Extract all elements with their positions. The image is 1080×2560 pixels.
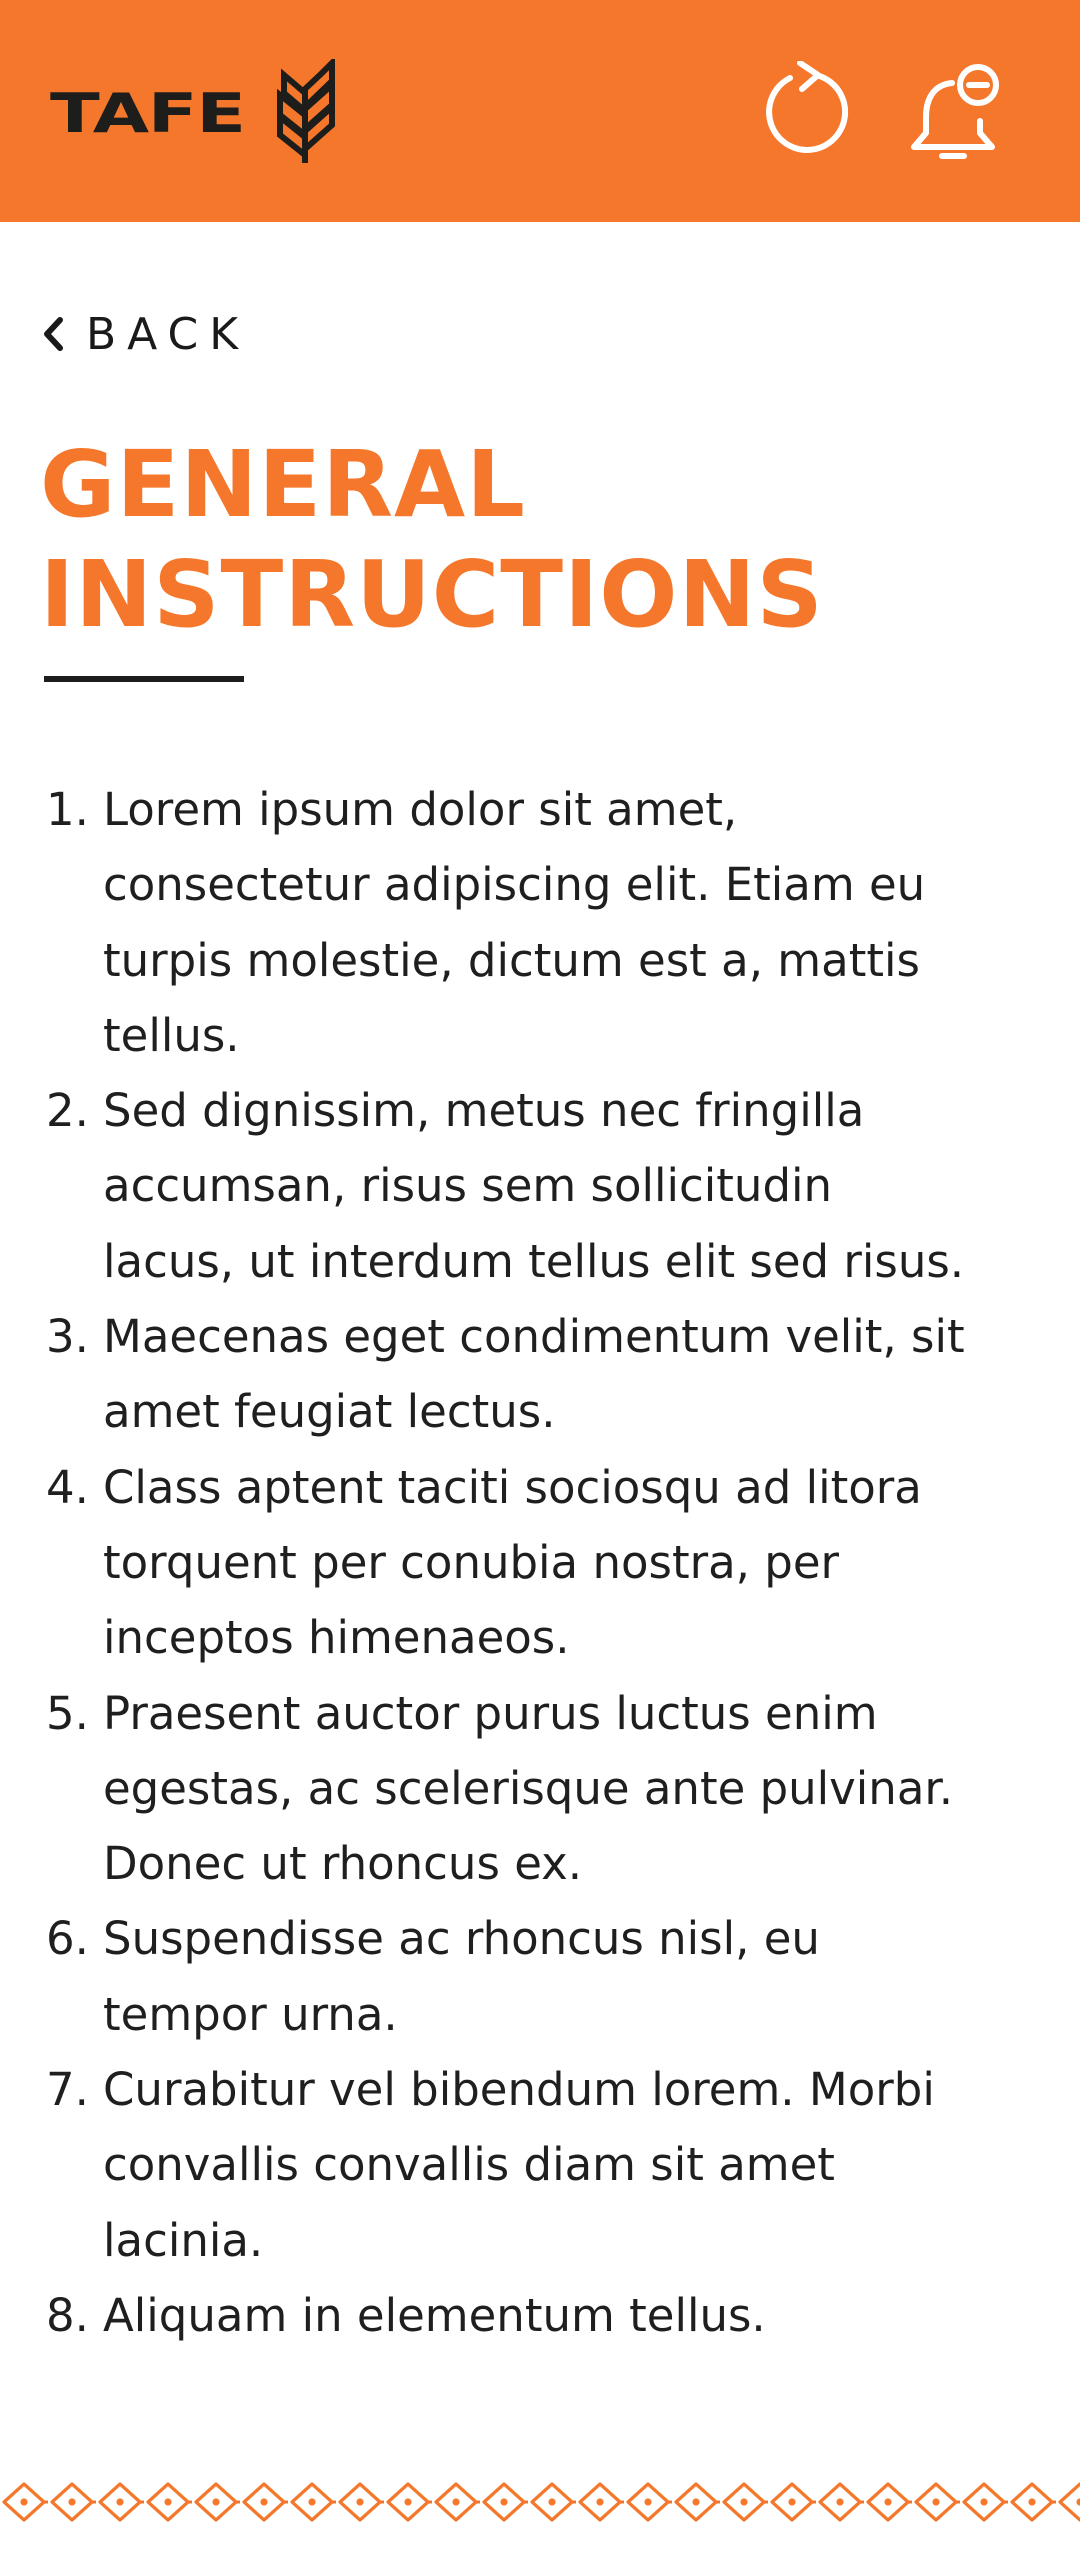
instruction-text: Sed dignissim, metus nec fringilla accumsan, risus sem sollicitudin lacus, ut interdum tellus elit sed risus. [103,1084,965,1288]
instruction-text: Maecenas eget condimentum velit, sit amet feugiat lectus. [103,1310,965,1439]
instruction-number: 7. [46,2063,89,2117]
instruction-number: 3. [46,1310,89,1364]
instruction-item-4 [0,1450,1080,1676]
notification-bell-minus-icon [904,61,1004,161]
page-title-line-2: INSTRUCTIONS [40,541,824,648]
instruction-text: Curabitur vel bibendum lorem. Morbi convallis convallis diam sit amet lacinia. [103,2063,935,2267]
back-label: BACK [86,308,250,360]
chevron-left-icon [42,316,64,352]
back-button[interactable] [42,300,249,368]
page-title-line-1: GENERAL [40,431,526,538]
decorative-pattern-border [0,2472,1080,2532]
instruction-item-1 [0,772,1080,1073]
notifications-button[interactable] [904,58,1004,164]
instruction-number: 2. [46,1084,89,1138]
instruction-text: Aliquam in elementum tellus. [103,2288,766,2342]
app-header [0,0,1080,222]
instruction-number: 6. [46,1912,89,1966]
instruction-text: Praesent auctor purus luctus enim egestas, ac scelerisque ante pulvinar. Donec ut rhoncus ex. [103,1686,954,1891]
instruction-item-3 [0,1299,1080,1450]
instructions-list [0,772,1080,2353]
tafe-logo [50,58,340,168]
title-underline-divider [44,676,244,682]
instruction-item-5 [0,1676,1080,1902]
logo-text: TAFE [50,81,245,145]
instruction-text: Class aptent taciti sociosqu ad litora torquent per conubia nostra, per inceptos himenaeos. [103,1460,922,1665]
instruction-text: Lorem ipsum dolor sit amet, consectetur adipiscing elit. Etiam eu turpis molestie, dictum est a, mattis tellus. [103,783,926,1062]
instruction-item-8 [0,2278,1080,2353]
page-title [40,430,1000,650]
instruction-text: Suspendisse ac rhoncus nisl, eu tempor urna. [103,1912,820,2041]
instruction-number: 4. [46,1460,89,1514]
instruction-number: 8. [46,2288,89,2342]
instruction-number: 1. [46,783,89,836]
refresh-button[interactable] [758,58,858,164]
instruction-number: 5. [46,1686,89,1740]
instruction-item-6 [0,1901,1080,2052]
instruction-item-2 [0,1073,1080,1299]
instruction-item-7 [0,2052,1080,2278]
refresh-icon [760,61,856,161]
